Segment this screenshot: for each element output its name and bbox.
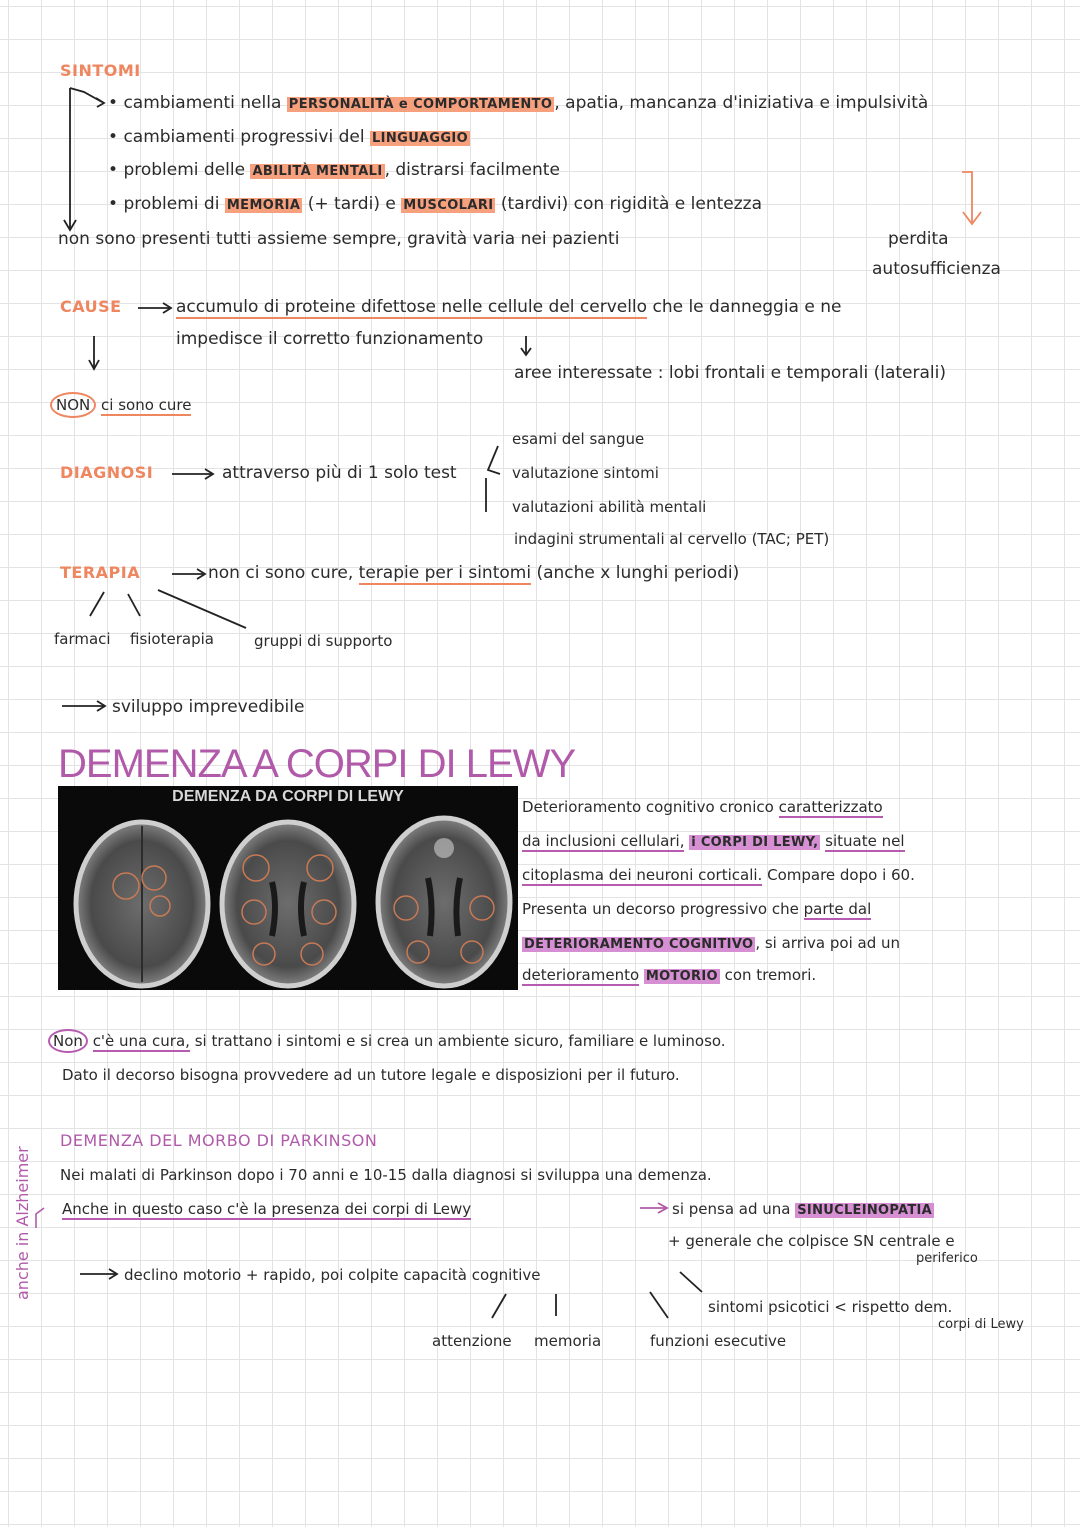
autosufficiency-label: autosufficienza [872,259,1001,279]
sintomi-line-1: • cambiamenti nella PERSONALITÀ e COMPORTAMENTO , apatia, mancanza d'iniziativa e impulsività [108,93,929,113]
memory-highlight: MEMORIA [226,198,301,213]
sintomi-line-1-post: , apatia, mancanza d'iniziativa e impulsività [554,93,929,113]
lewy-text-1-pre: Deterioramento cognitivo cronico [522,798,774,816]
cause-underlined: accumulo di proteine difettose nelle cellule del cervello [176,297,648,317]
branch-memoria: memoria [534,1332,602,1350]
lewy-no-circle: Non [48,1029,88,1053]
cause-areas: aree interessate : lobi frontali e temporali (laterali) [514,363,946,383]
no-cure-circle: NON [50,392,96,418]
lewy-text-5 [522,932,900,956]
brain-scan-2 [222,822,354,986]
sintomi-line-4-mid: (+ tardi) e [307,194,396,214]
parkinson-line-2-post [672,1198,934,1222]
lewy-text-3-ul: citoplasma dei neuroni corticali. [522,866,763,884]
lewy-text-2-post: situate nel [825,832,905,850]
sintomi-line-4-pre: problemi di [123,194,220,214]
sintomi-line-3: • problemi delle ABILITÀ MENTALI , distrarsi facilmente [108,160,560,180]
lewy-cure-post: si trattano i sintomi e si crea un ambiente sicuro, familiare e luminoso. [194,1032,726,1050]
diagnosi-item-2: valutazione sintomi [512,464,659,482]
muscular-highlight: MUSCOLARI [403,198,494,213]
sintomi-line-3-pre: problemi delle [123,160,246,180]
parkinson-line-3b: periferico [916,1251,978,1266]
lewy-text-1 [522,796,883,818]
motor-highlight: MOTORIO [645,969,718,984]
cognitive-deterioration-highlight: DETERIORAMENTO COGNITIVO [524,937,754,952]
mri-image [58,786,518,990]
cause-text-1b: che le danneggia e ne [652,297,842,317]
diagnosi-item-4: indagini strumentali al cervello (TAC; PET) [514,530,830,548]
lewy-text-2 [522,830,905,854]
lewy-cure-line-2: Dato il decorso bisogna provvedere ad un tutore legale e disposizioni per il futuro. [62,1066,680,1084]
sintomi-line-4-post: (tardivi) con rigidità e lentezza [500,194,762,214]
parkinson-line-1: Nei malati di Parkinson dopo i 70 anni e 10-15 dalla diagnosi si sviluppa una demenza. [60,1166,712,1184]
sintomi-line-3-post: , distrarsi facilmente [384,160,560,180]
mental-abilities-highlight: ABILITÀ MENTALI [252,164,383,179]
lewy-text-1-ul: caratterizzato [778,798,883,816]
parkinson-line-2 [62,1198,471,1220]
sintomi-line-1-pre: cambiamenti nella [123,93,282,113]
brain-scan-1 [76,822,208,986]
diagnosi-item-1: esami del sangue [512,430,645,448]
lewy-text-6-post: con tremori. [724,966,817,984]
lewy-text-6 [522,964,816,988]
no-cure-text: ci sono cure [101,396,192,414]
mri-image-title: DEMENZA DA CORPI DI LEWY [172,788,404,805]
terapia-underlined: terapie per i sintomi [358,563,532,583]
diagnosi-item-3: valutazioni abilità mentali [512,498,707,516]
side-note-alzheimer: anche in Alzheimer [13,1146,32,1300]
branch-attenzione: attenzione [432,1332,512,1350]
lewy-title: DEMENZA A CORPI DI LEWY [58,742,576,786]
sintomi-note: non sono presenti tutti assieme sempre, gravità varia nei pazienti [58,229,620,249]
language-highlight: LINGUAGGIO [371,131,469,146]
cause-text-2: impedisce il corretto funzionamento [176,329,484,349]
parkinson-heading: DEMENZA DEL MORBO DI PARKINSON [60,1131,378,1150]
no-cure-line [50,394,191,416]
sinucleinopathy-highlight: SINUCLEINOPATIA [797,1203,933,1218]
lewy-cure-line [48,1030,726,1052]
lewy-text-4 [522,898,871,920]
loss-label: perdita [888,229,949,249]
lewy-cure-ul: c'è una cura, [92,1032,190,1050]
personality-highlight: PERSONALITÀ e COMPORTAMENTO [288,97,553,112]
sintomi-line-2-pre: cambiamenti progressivi del [123,127,365,147]
parkinson-line-3: + generale che colpisce SN centrale e [668,1232,955,1250]
lewy-text-3-post: Compare dopo i 60. [767,866,915,884]
brain-scans [58,786,518,990]
lewy-bodies-highlight: i CORPI DI LEWY, [691,835,819,850]
parkinson-line-2-ul: Anche in questo caso c'è la presenza dei corpi di Lewy [62,1200,472,1218]
diagnosi-heading: DIAGNOSI [60,463,154,482]
lewy-text-6-ul: deterioramento [522,966,640,984]
terapia-text-pre: non ci sono cure, [208,563,354,583]
terapia-text-post: (anche x lunghi periodi) [536,563,740,583]
psychotic-symptoms: sintomi psicotici < rispetto dem. [708,1298,953,1316]
terapia-text [208,562,739,584]
branch-funzioni: funzioni esecutive [650,1332,787,1350]
cause-text-1 [176,296,841,318]
branch-gruppi: gruppi di supporto [254,632,393,650]
sintomi-line-2: • cambiamenti progressivi del LINGUAGGIO [108,127,469,147]
development-note: sviluppo imprevedibile [112,697,305,717]
lewy-text-4-pre: Presenta un decorso progressivo che [522,900,799,918]
parkinson-line-2-text: si pensa ad una [672,1200,791,1218]
sintomi-heading: SINTOMI [60,61,141,80]
diagnosi-text: attraverso più di 1 solo test [222,463,457,483]
lewy-text-5-post: , si arriva poi ad un [755,934,900,952]
branch-fisioterapia: fisioterapia [130,630,214,648]
parkinson-decline: declino motorio + rapido, poi colpite capacità cognitive [124,1266,541,1284]
cause-heading: CAUSE [60,297,122,316]
lewy-text-2-ul: da inclusioni cellulari, [522,832,685,850]
terapia-heading: TERAPIA [60,563,141,582]
psychotic-symptoms-2: corpi di Lewy [938,1317,1024,1332]
brain-scan-3 [378,818,510,986]
sintomi-line-4: • problemi di MEMORIA (+ tardi) e MUSCOLARI (tardivi) con rigidità e lentezza [108,194,762,214]
lewy-text-4-ul: parte dal [803,900,872,918]
lewy-text-3 [522,864,915,886]
branch-farmaci: farmaci [54,630,111,648]
